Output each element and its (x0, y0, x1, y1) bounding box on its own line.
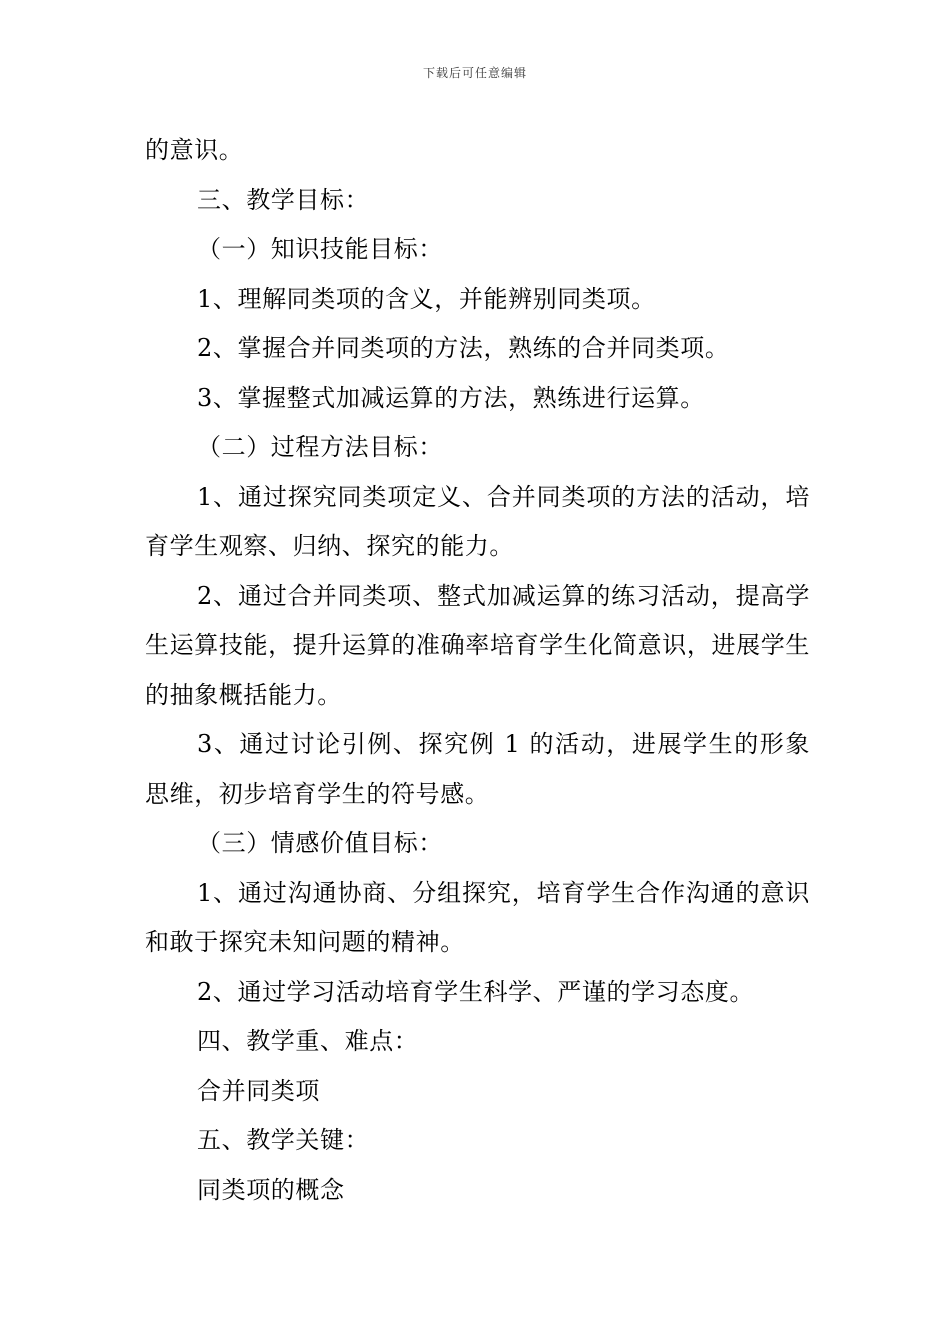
list-item: 1、通过探究同类项定义、合并同类项的方法的活动，培育学生观察、归纳、探究的能力。 (145, 482, 810, 560)
paragraph-continuation: 的意识。 (145, 136, 244, 164)
list-item: 1、理解同类项的含义，并能辨别同类项。 (197, 284, 656, 313)
subsection-heading-knowledge: （一）知识技能目标： (197, 235, 443, 263)
section-heading-key-points: 四、教学重、难点： (197, 1027, 419, 1055)
list-item: 1、通过沟通协商、分组探究，培育学生合作沟通的意识和敢于探究未知问题的精神。 (145, 878, 810, 956)
list-item: 3、掌握整式加减运算的方法，熟练进行运算。 (197, 383, 705, 412)
document-body (145, 126, 810, 1215)
teaching-key-text: 同类项的概念 (197, 1175, 345, 1204)
section-heading-teaching-key: 五、教学关键： (197, 1126, 370, 1154)
section-heading-objectives: 三、教学目标： (197, 185, 370, 214)
list-item: 2、通过学习活动培育学生科学、严谨的学习态度。 (197, 977, 755, 1006)
key-point-text: 合并同类项 (197, 1076, 320, 1105)
subsection-heading-emotion: （三）情感价值目标： (197, 829, 443, 857)
list-item: 3、通过讨论引例、探究例 1 的活动，进展学生的形象思维，初步培育学生的符号感。 (145, 730, 810, 808)
list-item: 2、掌握合并同类项的方法，熟练的合并同类项。 (197, 334, 730, 362)
list-item: 2、通过合并同类项、整式加减运算的练习活动，提高学生运算技能，提升运算的准确率培育学生化简意识，进展学生的抽象概括能力。 (145, 581, 810, 709)
page-header: 下载后可任意编辑 (422, 66, 527, 80)
subsection-heading-process: （二）过程方法目标： (197, 433, 443, 461)
